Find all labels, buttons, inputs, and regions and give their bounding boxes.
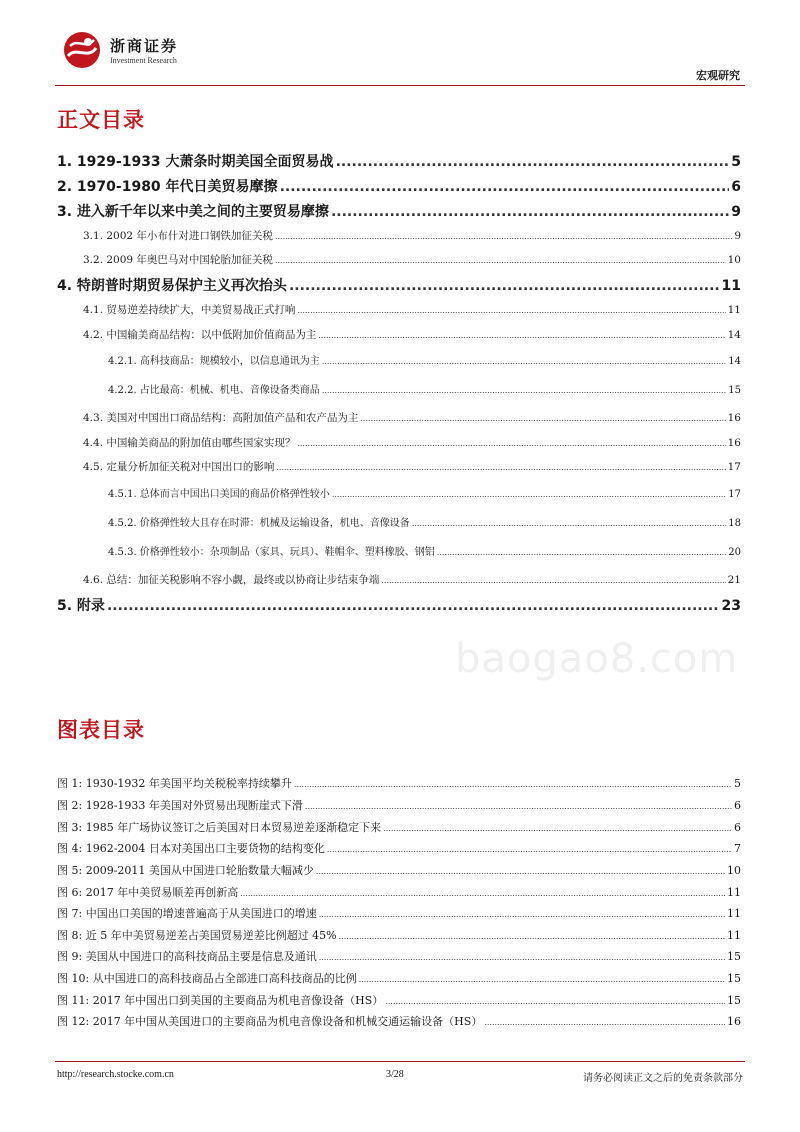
toc-entry-label: 1. 1929-1933 大萧条时期美国全面贸易战 xyxy=(57,154,334,170)
figure-entry-page: 6 xyxy=(734,799,741,812)
toc-entry-label: 3.2. 2009 年奥巴马对中国轮胎加征关税 xyxy=(83,254,273,266)
toc-entry[interactable] xyxy=(83,252,741,267)
toc-entry[interactable] xyxy=(57,201,741,221)
toc-entry-page: 9 xyxy=(731,204,741,220)
figure-entry-page: 11 xyxy=(727,907,741,920)
figure-entry-page: 15 xyxy=(727,950,741,963)
leader-dots xyxy=(294,780,732,789)
toc-entry-page: 21 xyxy=(727,574,741,586)
leader-dots xyxy=(297,306,725,315)
toc-entry-label: 4.5.2. 价格弹性较大且存在时滞：机械及运输设备，机电、音像设备 xyxy=(108,518,410,529)
toc-entry[interactable] xyxy=(83,459,741,474)
leader-dots xyxy=(318,331,725,340)
leader-dots xyxy=(359,975,725,984)
figure-entry-label: 图 2: 1928-1933 年美国对外贸易出现断崖式下滑 xyxy=(57,799,303,812)
figure-list-title: 图表目录 xyxy=(57,718,145,742)
brand-name: 浙商证券 xyxy=(110,37,179,55)
figure-entry-page: 11 xyxy=(727,886,741,899)
leader-dots xyxy=(383,824,732,833)
footer-page-number: 3/28 xyxy=(386,1069,404,1080)
leader-dots xyxy=(319,910,725,919)
figure-entry[interactable] xyxy=(57,775,741,791)
toc-entry-page: 11 xyxy=(721,278,741,294)
toc-entry[interactable] xyxy=(57,595,741,615)
figure-entry[interactable] xyxy=(57,992,741,1008)
toc-entry-page: 6 xyxy=(731,179,741,195)
toc-entry[interactable] xyxy=(83,572,741,587)
toc-entry-label: 4.5. 定量分析加征关税对中国出口的影响 xyxy=(83,461,275,473)
figure-entry-label: 图 7: 中国出口美国的增速普遍高于从美国进口的增速 xyxy=(57,907,317,920)
figure-entry[interactable] xyxy=(57,819,741,835)
leader-dots xyxy=(319,953,725,962)
toc-entry-page: 5 xyxy=(731,154,741,170)
toc-entry-page: 11 xyxy=(727,304,741,316)
leader-dots xyxy=(305,802,732,811)
leader-dots xyxy=(276,463,725,472)
leader-dots xyxy=(280,179,730,195)
toc-title: 正文目录 xyxy=(57,108,145,132)
figure-entry-page: 15 xyxy=(727,994,741,1007)
toc-entry-label: 3.1. 2002 年小布什对进口钢铁加征关税 xyxy=(83,230,273,242)
toc-entry-label: 4. 特朗普时期贸易保护主义再次抬头 xyxy=(57,278,287,294)
toc-entry[interactable] xyxy=(108,543,741,558)
footer-url-link[interactable]: http://research.stocke.com.cn xyxy=(57,1069,174,1080)
brand-tagline: Investment Research xyxy=(110,56,177,65)
figure-entry-label: 图 1: 1930-1932 年美国平均关税税率持续攀升 xyxy=(57,777,292,790)
toc-entry-page: 9 xyxy=(734,230,741,242)
toc-entry-page: 20 xyxy=(728,547,741,558)
leader-dots xyxy=(107,598,720,614)
toc-entry-label: 4.2.1. 高科技商品：规模较小，以信息通讯为主 xyxy=(108,356,320,367)
figure-entry[interactable] xyxy=(57,905,741,921)
toc-entry[interactable] xyxy=(108,485,741,500)
figure-entry[interactable] xyxy=(57,927,741,943)
toc-entry[interactable] xyxy=(83,327,741,342)
toc-entry[interactable] xyxy=(57,151,741,171)
leader-dots xyxy=(297,439,725,448)
figure-entry-label: 图 12: 2017 年中国从美国进口的主要商品为机电音像设备和机械交通运输设备（HS） xyxy=(57,1015,483,1028)
toc-entry-label: 4.5.3. 价格弹性较小：杂项制品（家具、玩具）、鞋帽伞、塑料橡胶、钢铝 xyxy=(108,547,435,558)
toc-entry[interactable] xyxy=(83,302,741,317)
leader-dots xyxy=(289,278,720,294)
figure-entry[interactable] xyxy=(57,840,741,856)
figure-entry-label: 图 9: 美国从中国进口的高科技商品主要是信息及通讯 xyxy=(57,950,317,963)
toc-entry-label: 2. 1970-1980 年代日美贸易摩擦 xyxy=(57,179,278,195)
leader-dots xyxy=(339,932,725,941)
leader-dots xyxy=(437,548,726,557)
toc-entry-label: 4.4. 中国输美商品的附加值由哪些国家实现？ xyxy=(83,437,296,449)
figure-entry-label: 图 4: 1962-2004 日本对美国出口主要货物的结构变化 xyxy=(57,842,325,855)
leader-dots xyxy=(327,845,732,854)
figure-entry-page: 5 xyxy=(734,777,741,790)
toc-entry-page: 14 xyxy=(727,329,741,341)
figure-entry[interactable] xyxy=(57,884,741,900)
leader-dots xyxy=(275,256,726,265)
footer-divider xyxy=(55,1061,745,1062)
watermark: baogao8.com xyxy=(455,636,739,682)
toc-entry-label: 4.3. 美国对中国出口商品结构：高附加值产品和农产品为主 xyxy=(83,412,359,424)
figure-entry-page: 11 xyxy=(727,929,741,942)
leader-dots xyxy=(332,490,726,499)
toc-entry-page: 17 xyxy=(728,489,741,500)
leader-dots xyxy=(385,997,725,1006)
leader-dots xyxy=(322,357,726,366)
figure-entry-label: 图 5: 2009-2011 美国从中国进口轮胎数量大幅减少 xyxy=(57,864,314,877)
toc-entry[interactable] xyxy=(57,176,741,196)
figure-entry-page: 16 xyxy=(727,1015,741,1028)
figure-entry[interactable] xyxy=(57,862,741,878)
figure-entry-label: 图 11: 2017 年中国出口到美国的主要商品为机电音像设备（HS） xyxy=(57,994,384,1007)
toc-entry-page: 14 xyxy=(728,356,741,367)
toc-entry-label: 4.2.2. 占比最高：机械、机电、音像设备类商品 xyxy=(108,385,320,396)
figure-entry-label: 图 6: 2017 年中美贸易顺差再创新高 xyxy=(57,886,239,899)
figure-entry-page: 15 xyxy=(727,972,741,985)
figure-entry[interactable] xyxy=(57,970,741,986)
figure-entry[interactable] xyxy=(57,948,741,964)
report-section-label: 宏观研究 xyxy=(696,69,740,82)
toc-entry-page: 16 xyxy=(727,437,741,449)
toc-entry-page: 18 xyxy=(728,518,741,529)
leader-dots xyxy=(331,204,729,220)
toc-entry-page: 17 xyxy=(727,461,741,473)
footer-disclaimer: 请务必阅读正文之后的免责条款部分 xyxy=(583,1073,743,1084)
figure-entry-page: 6 xyxy=(734,821,741,834)
figure-entry-page: 7 xyxy=(734,842,741,855)
figure-entry-label: 图 10: 从中国进口的高科技商品占全部进口高科技商品的比例 xyxy=(57,972,357,985)
toc-entry-label: 4.2. 中国输美商品结构：以中低附加价值商品为主 xyxy=(83,329,317,341)
leader-dots xyxy=(381,576,725,585)
toc-entry-page: 16 xyxy=(727,412,741,424)
toc-entry-page: 10 xyxy=(727,254,741,266)
toc-entry[interactable] xyxy=(108,381,741,396)
header-divider xyxy=(55,85,745,86)
leader-dots xyxy=(275,232,732,241)
toc-entry[interactable] xyxy=(108,514,741,529)
toc-entry-label: 3. 进入新千年以来中美之间的主要贸易摩擦 xyxy=(57,204,329,220)
toc-entry-label: 4.5.1. 总体而言中国出口美国的商品价格弹性较小 xyxy=(108,489,330,500)
leader-dots xyxy=(240,889,725,898)
toc-entry-page: 15 xyxy=(728,385,741,396)
toc-entry[interactable] xyxy=(83,410,741,425)
toc-entry-page: 23 xyxy=(721,598,741,614)
toc-entry[interactable] xyxy=(83,435,741,450)
toc-entry[interactable] xyxy=(83,228,741,243)
toc-entry-label: 4.6. 总结：加征关税影响不容小觑，最终或以协商让步结束争端 xyxy=(83,574,380,586)
leader-dots xyxy=(484,1018,725,1027)
toc-entry[interactable] xyxy=(108,352,741,367)
figure-entry-label: 图 3: 1985 年广场协议签订之后美国对日本贸易逆差逐渐稳定下来 xyxy=(57,821,382,834)
toc-entry-label: 5. 附录 xyxy=(57,598,105,614)
leader-dots xyxy=(322,386,726,395)
figure-entry-page: 10 xyxy=(727,864,741,877)
toc-entry-label: 4.1. 贸易逆差持续扩大，中美贸易战正式打响 xyxy=(83,304,296,316)
figure-entry-label: 图 8: 近 5 年中美贸易逆差占美国贸易逆差比例超过 45% xyxy=(57,929,337,942)
leader-dots xyxy=(336,154,730,170)
leader-dots xyxy=(412,519,726,528)
toc-entry[interactable] xyxy=(57,275,741,295)
leader-dots xyxy=(360,414,725,423)
leader-dots xyxy=(316,867,725,876)
figure-entry[interactable] xyxy=(57,797,741,813)
company-logo-icon xyxy=(62,30,102,70)
figure-entry[interactable] xyxy=(57,1013,741,1029)
